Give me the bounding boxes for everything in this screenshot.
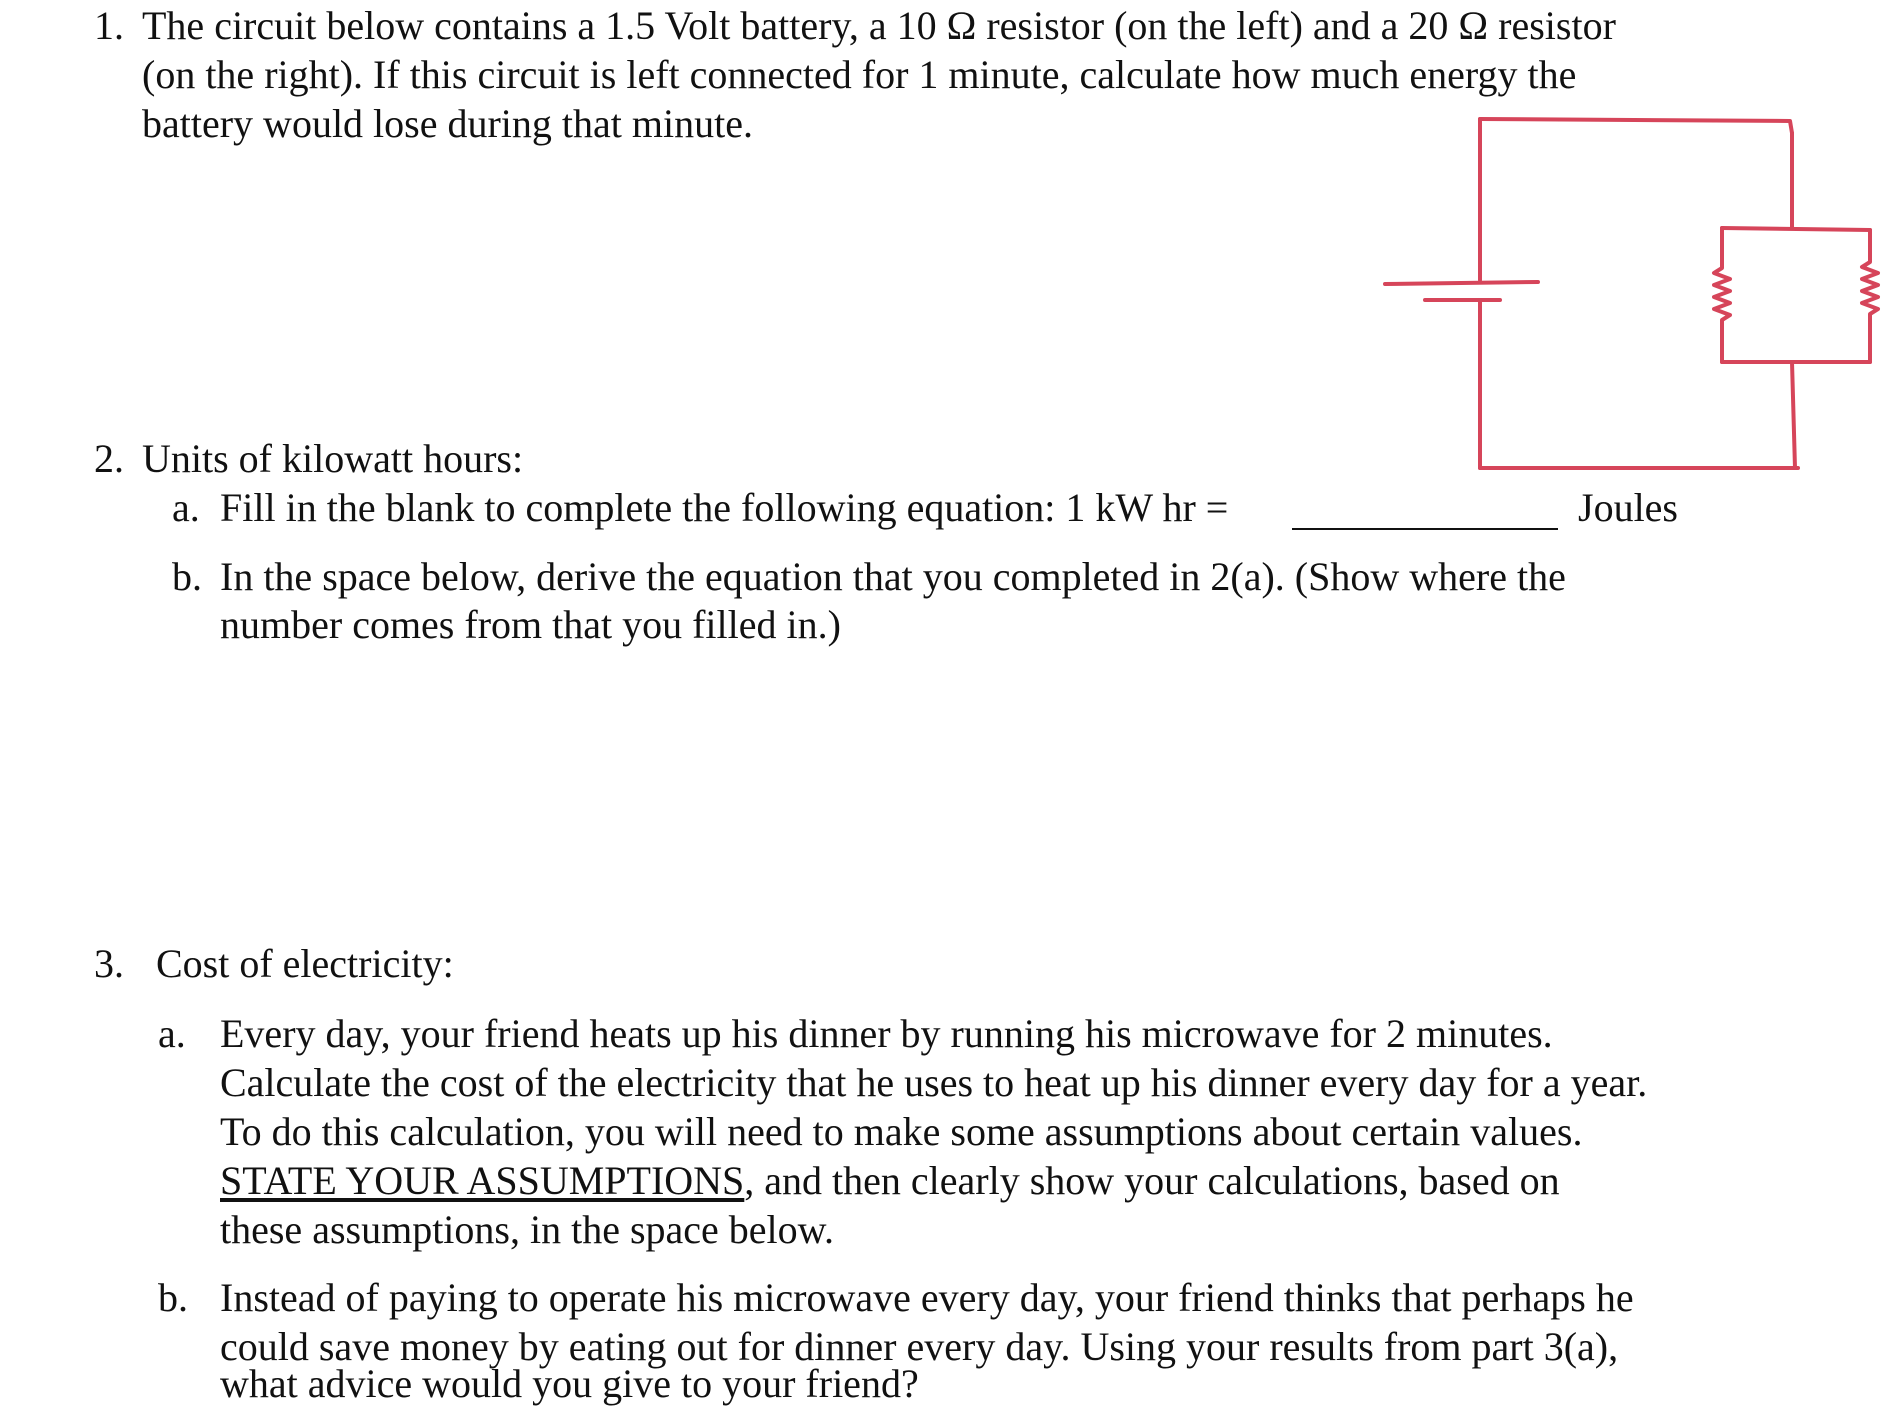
- q3b-line-1: Instead of paying to operate his microwave every day, your friend thinks that perhaps he: [220, 1275, 1634, 1320]
- resistor-left: [1714, 228, 1730, 362]
- q3a-marker: a.: [158, 1011, 186, 1056]
- q3a-line-4-rest: , and then clearly show your calculations, based on: [744, 1158, 1560, 1203]
- right-wire-bottom: [1792, 362, 1795, 468]
- q2b-marker: b.: [172, 554, 202, 599]
- q3a-line-1: Every day, your friend heats up his dinner by running his microwave for 2 minutes.: [220, 1011, 1553, 1056]
- q2-title: Units of kilowatt hours:: [142, 436, 524, 481]
- q1-line-2: (on the right). If this circuit is left connected for 1 minute, calculate how much energy the: [142, 52, 1577, 97]
- q3a-line-4: [220, 1157, 1560, 1205]
- q3b-line-3: what advice would you give to your friend?: [220, 1361, 919, 1406]
- q3a-line-5: these assumptions, in the space below.: [220, 1207, 834, 1252]
- q1-line-1: The circuit below contains a 1.5 Volt battery, a 10 Ω resistor (on the left) and a 20 Ω resistor: [142, 3, 1616, 48]
- q2a-text: Fill in the blank to complete the following equation: 1 kW hr =: [220, 485, 1229, 530]
- top-wire: [1480, 119, 1792, 133]
- q2-number: 2.: [94, 436, 124, 481]
- resistor-right: [1862, 230, 1878, 362]
- q3b-marker: b.: [158, 1275, 188, 1320]
- assumptions-emphasis: STATE YOUR ASSUMPTIONS: [220, 1158, 745, 1203]
- q3-number: 3.: [94, 941, 124, 986]
- q2b-line-1: In the space below, derive the equation that you completed in 2(a). (Show where the: [220, 554, 1566, 599]
- q1-number: 1.: [94, 3, 124, 48]
- q1-line-3: battery would lose during that minute.: [142, 101, 753, 146]
- answer-blank[interactable]: [1292, 528, 1558, 530]
- q2a-unit: Joules: [1578, 485, 1678, 530]
- q3a-line-2: Calculate the cost of the electricity that he uses to heat up his dinner every day for a year.: [220, 1060, 1648, 1105]
- q2b-line-2: number comes from that you filled in.): [220, 602, 841, 647]
- parallel-top: [1722, 228, 1870, 230]
- battery-long-plate: [1385, 282, 1538, 284]
- q3b-line-2: could save money by eating out for dinner every day. Using your results from part 3(a),: [220, 1324, 1619, 1369]
- q3-title: Cost of electricity:: [156, 941, 454, 986]
- q2a-marker: a.: [172, 485, 200, 530]
- q3a-line-3: To do this calculation, you will need to make some assumptions about certain values.: [220, 1109, 1583, 1154]
